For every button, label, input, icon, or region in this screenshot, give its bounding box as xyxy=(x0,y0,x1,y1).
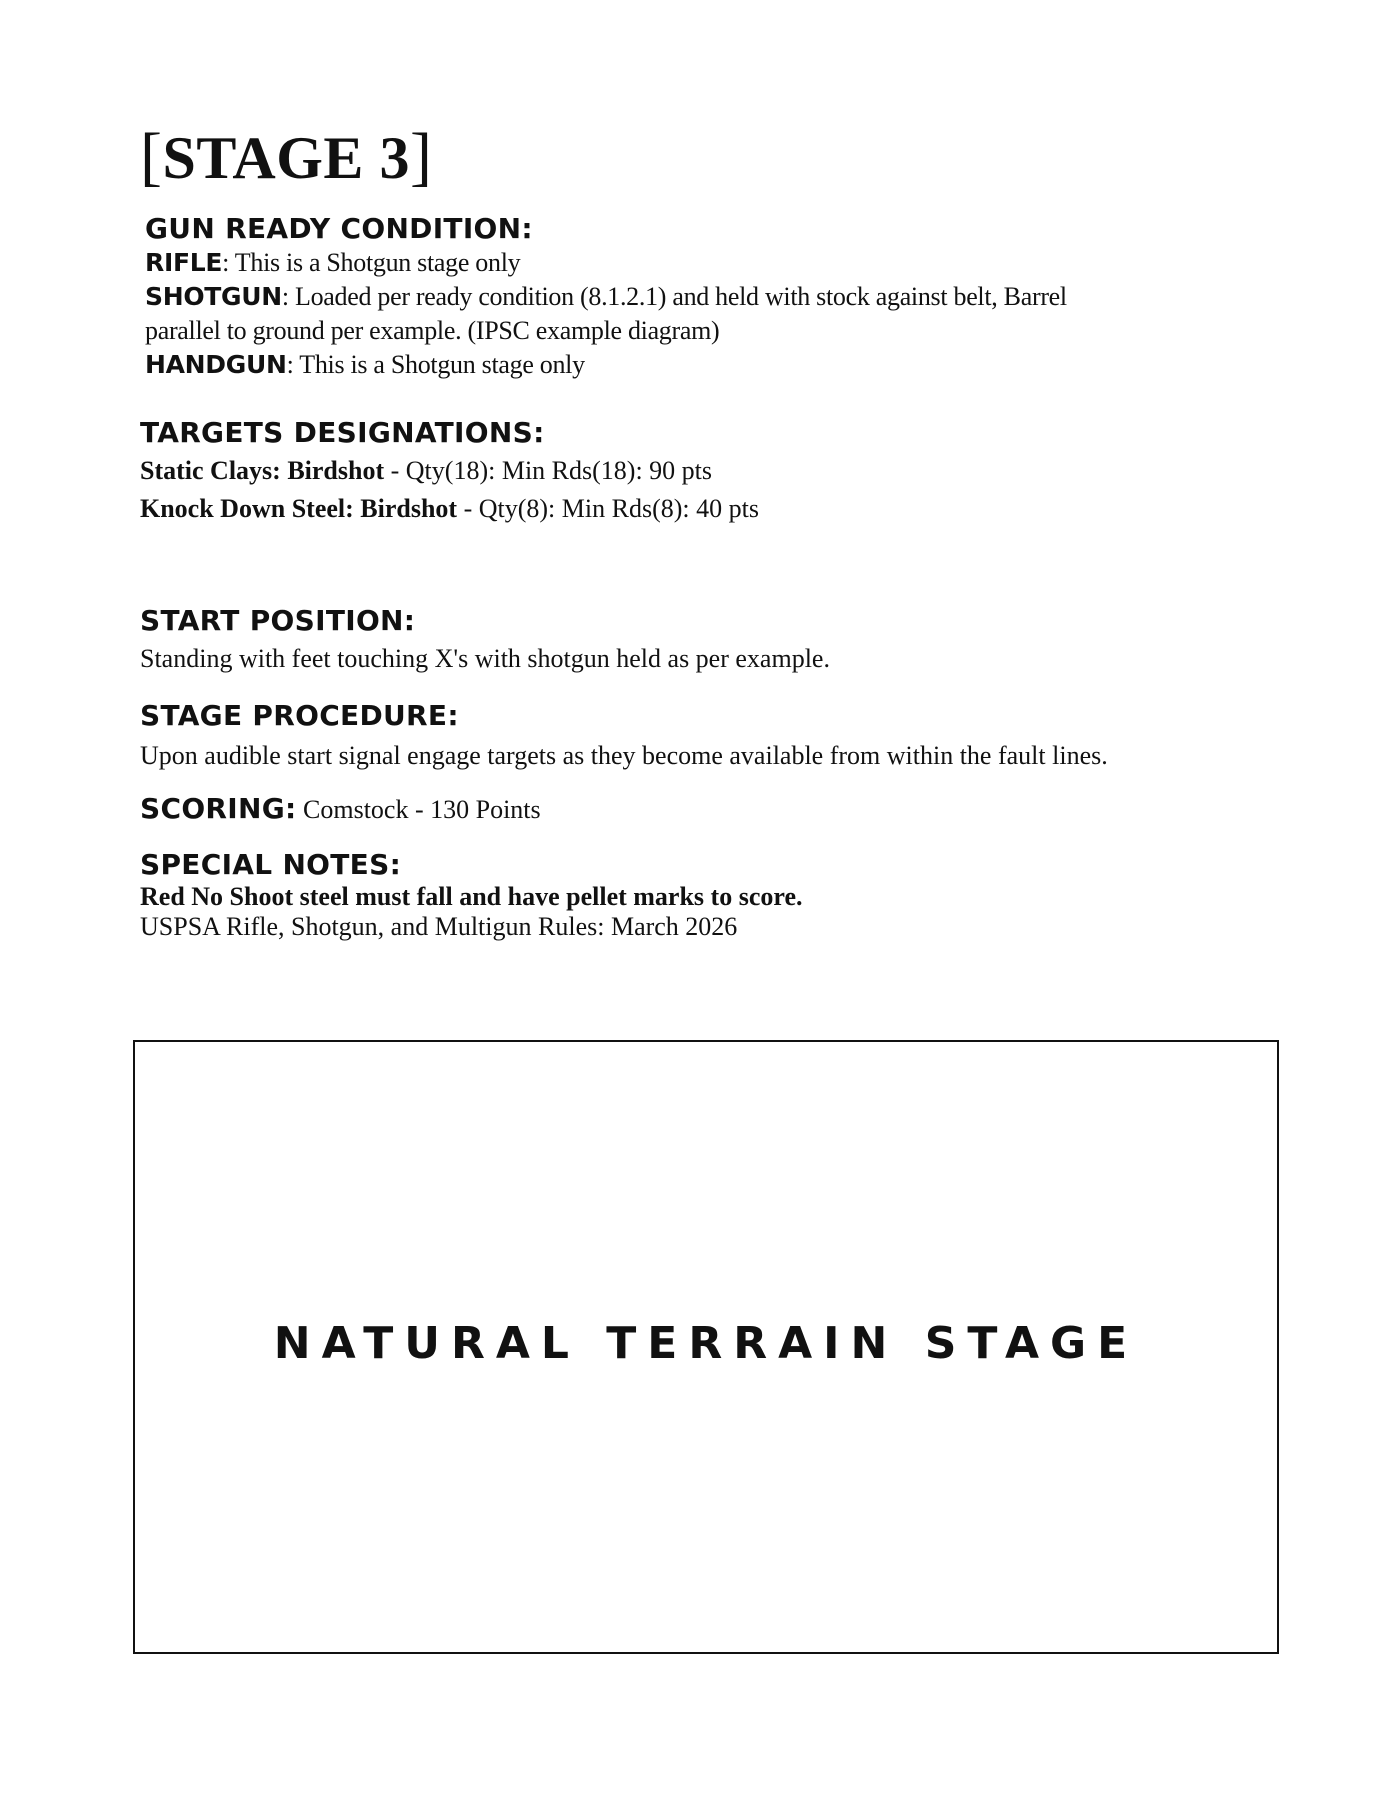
targets-section xyxy=(140,416,759,526)
handgun-label: HANDGUN xyxy=(145,350,287,379)
scoring-section xyxy=(140,792,541,827)
stage-diagram-box xyxy=(133,1040,1279,1654)
special-notes-line1: Red No Shoot steel must fall and have pellet marks to score. xyxy=(140,882,803,911)
stage-procedure-text: Upon audible start signal engage targets as they become available from within the fault lines. xyxy=(140,741,1108,770)
special-notes-heading: SPECIAL NOTES: xyxy=(140,848,402,881)
target-detail: - Qty(8): Min Rds(8): 40 pts xyxy=(457,494,759,523)
special-notes-section xyxy=(140,848,802,942)
special-notes-line2: USPSA Rifle, Shotgun, and Multigun Rules: March 2026 xyxy=(140,912,738,941)
stage-procedure-section xyxy=(140,699,1108,773)
rifle-line xyxy=(145,246,1067,280)
start-position-heading: START POSITION: xyxy=(140,604,416,637)
diagram-label: NATURAL TERRAIN STAGE xyxy=(273,1318,1139,1369)
target-detail: - Qty(18): Min Rds(18): 90 pts xyxy=(384,456,713,485)
shotgun-label: SHOTGUN xyxy=(145,282,282,311)
start-position-section xyxy=(140,604,830,676)
shotgun-line xyxy=(145,280,1067,314)
targets-heading: TARGETS DESIGNATIONS: xyxy=(140,416,545,449)
shotgun-text-line1: : Loaded per ready condition (8.1.2.1) and held with stock against belt, Barrel xyxy=(281,282,1067,311)
handgun-line xyxy=(145,348,1067,382)
scoring-heading: SCORING: xyxy=(140,792,297,825)
stage-title-text: STAGE 3 xyxy=(162,125,410,191)
title-bracket-close: ] xyxy=(409,120,433,193)
page-title xyxy=(140,122,432,193)
rifle-text: : This is a Shotgun stage only xyxy=(222,248,521,277)
handgun-text: : This is a Shotgun stage only xyxy=(286,350,585,379)
title-bracket-open: [ xyxy=(140,120,163,193)
shotgun-text-line2: parallel to ground per example. (IPSC example diagram) xyxy=(145,316,720,345)
scoring-text: Comstock - 130 Points xyxy=(296,795,541,824)
start-position-text: Standing with feet touching X's with shotgun held as per example. xyxy=(140,644,830,673)
gun-ready-section xyxy=(145,212,1067,382)
rifle-label: RIFLE xyxy=(145,248,223,277)
target-item xyxy=(140,454,759,488)
target-name: Static Clays: Birdshot xyxy=(140,456,385,485)
scoring-line xyxy=(140,792,541,827)
target-item xyxy=(140,492,759,526)
stage-procedure-heading: STAGE PROCEDURE: xyxy=(140,699,459,732)
gun-ready-heading: GUN READY CONDITION: xyxy=(145,212,533,245)
target-name: Knock Down Steel: Birdshot xyxy=(140,494,458,523)
